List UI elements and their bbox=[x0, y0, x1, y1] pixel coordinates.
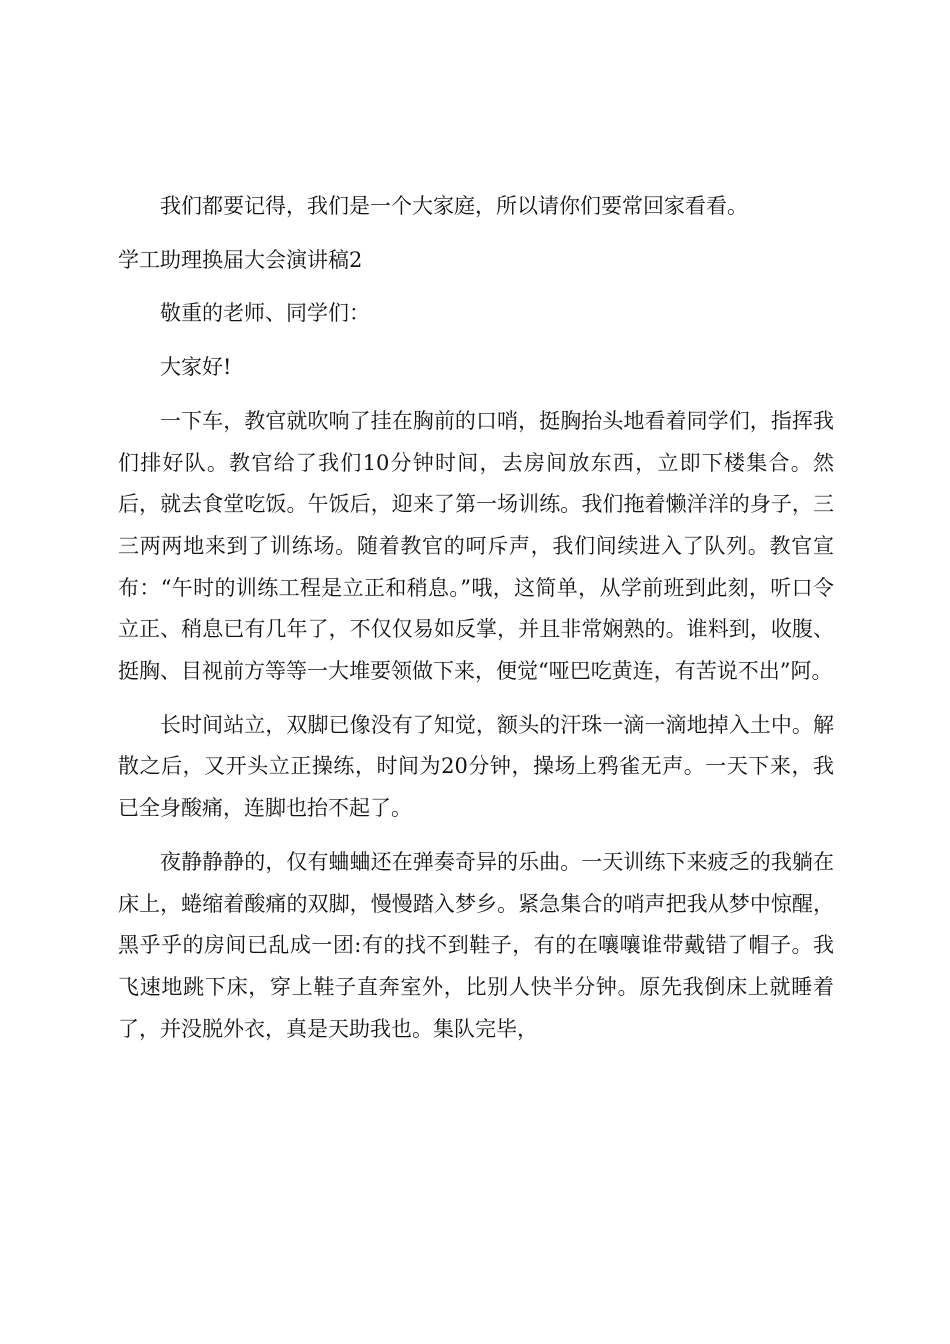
section-heading: 学工助理换届大会演讲稿2 bbox=[118, 247, 363, 272]
paragraph-training-day: 一下车，教官就吹响了挂在胸前的口哨，挺胸抬头地看着同学们，指挥我们排好队。教官给了我们10分钟时间，去房间放东西，立即下楼集合。然后，就去食堂吃饭。午饭后，迎来了第一场训练。我们拖着懒洋洋的身子，三三两两地来到了训练场。随着教官的呵斥声，我们间续进入了队列。教官宣布：“午时的训练工程是立正和稍息。”哦，这简单，从学前班到此刻，听口令立正、稍息已有几年了，不仅仅易如反掌，并且非常娴熟的。谁料到，收腹、挺胸、目视前方等等一大堆要领做下来，便觉“哑巴吃黄连，有苦说不出”阿。 bbox=[118, 408, 834, 684]
paragraph-night: 夜静静静的，仅有蛐蛐还在弹奏奇异的乐曲。一天训练下来疲乏的我躺在床上，蜷缩着酸痛的双脚，慢慢踏入梦乡。紧急集合的哨声把我从梦中惊醒，黑乎乎的房间已乱成一团:有的找不到鞋子，有的在嚷嚷谁带戴错了帽子。我飞速地跳下床，穿上鞋子直奔室外，比别人快半分钟。原先我倒床上就睡着了，并没脱外衣，真是天助我也。集队完毕， bbox=[118, 849, 834, 1041]
paragraph-closing-line: 我们都要记得，我们是一个大家庭，所以请你们要常回家看看。 bbox=[160, 194, 748, 218]
paragraph-standing: 长时间站立，双脚已像没有了知觉，额头的汗珠一滴一滴地掉入土中。解散之后，又开头立正操练，时间为20分钟，操场上鸦雀无声。一天下来，我已全身酸痛，连脚也抬不起了。 bbox=[118, 712, 834, 821]
paragraph-salutation: 敬重的老师、同学们： bbox=[160, 301, 370, 326]
document-body bbox=[118, 186, 834, 1062]
paragraph-greeting: 大家好! bbox=[160, 355, 232, 380]
